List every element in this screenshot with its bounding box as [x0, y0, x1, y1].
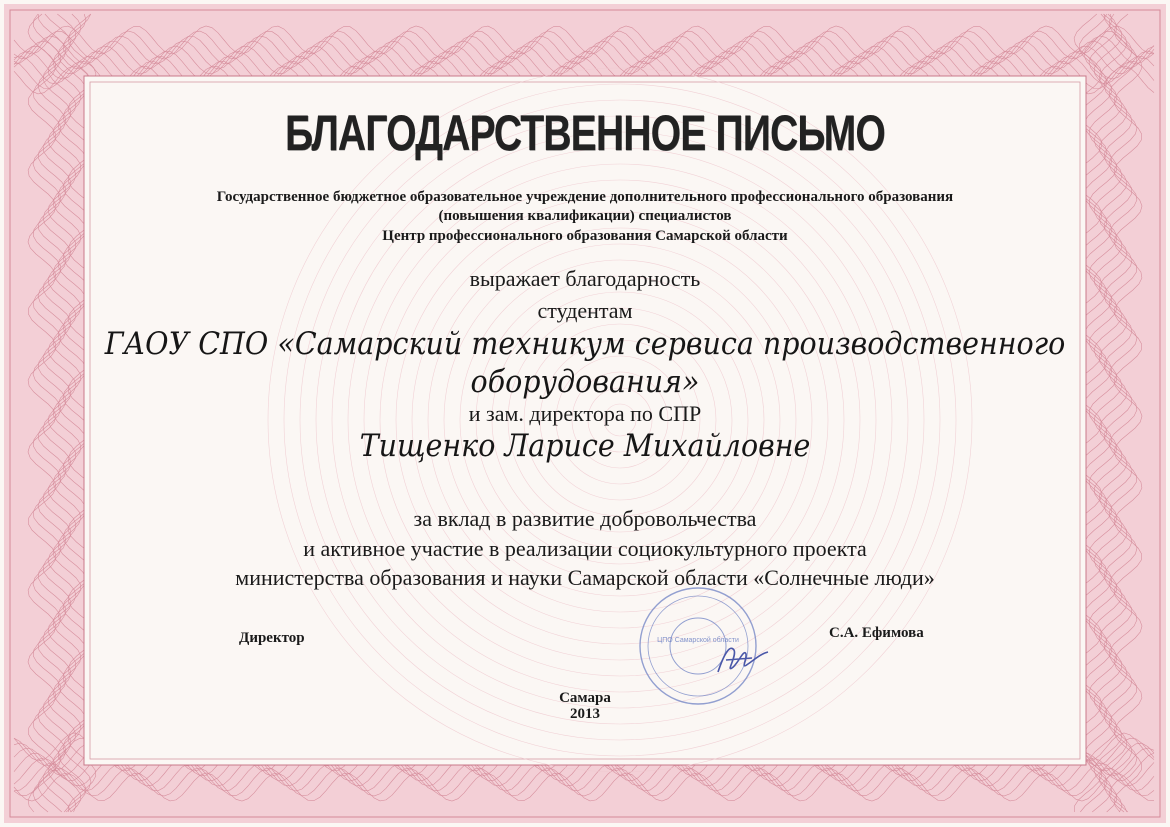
reason-line-2: и активное участие в реализации социокультурного проекта: [303, 536, 867, 561]
issuer-line-1: Государственное бюджетное образовательное учреждение дополнительного профессионального образования: [216, 189, 954, 205]
issuer-line-2: (повышения квалификации) специалистов: [438, 208, 732, 224]
director-name: С.А. Ефимова: [829, 625, 924, 641]
issuer-line-3: Центр профессионального образования Самарской области: [382, 228, 788, 244]
city: Самара: [559, 690, 611, 706]
expresses-gratitude: выражает благодарность: [469, 266, 701, 291]
reason-line-1: за вклад в развитие добровольчества: [413, 506, 757, 531]
year: 2013: [570, 706, 600, 722]
recipient-organization-line-2: оборудования»: [470, 364, 700, 400]
recipient-organization-line-1: ГАОУ СПО «Самарский техникум сервиса производственного: [104, 326, 1066, 362]
seal-center-text: ЦПО Самарской области: [657, 637, 739, 644]
students-label: студентам: [537, 298, 633, 323]
recipient-person: Тищенко Ларисе Михайловне: [359, 428, 811, 464]
deputy-label: и зам. директора по СПР: [468, 401, 702, 426]
director-role: Директор: [239, 630, 305, 646]
certificate-title: БЛАГОДАРСТВЕННОЕ ПИСЬМО: [285, 105, 885, 161]
reason-line-3: министерства образования и науки Самарской области «Солнечные люди»: [235, 565, 935, 590]
